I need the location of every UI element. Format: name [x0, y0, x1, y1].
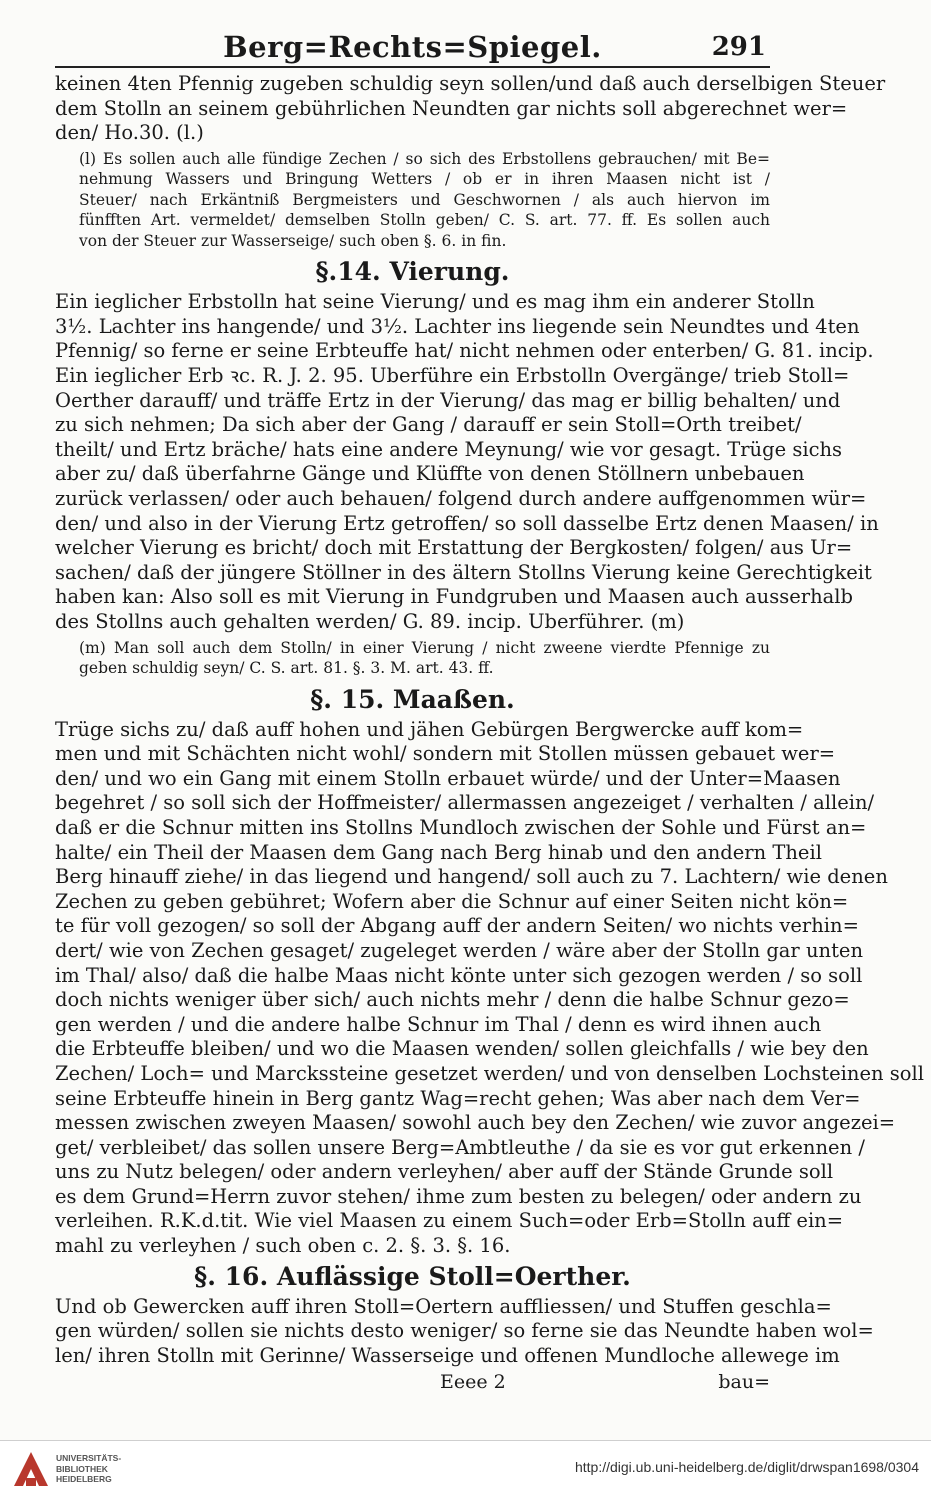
text-line: Zechen/ Loch= und Marckssteine gesetzet werden/ und von denselben Lochsteinen soll	[55, 1061, 924, 1085]
text-line: len/ ihren Stolln mit Gerinne/ Wasserseige und offenen Mundloche allewege im	[55, 1343, 840, 1367]
text-line: Pfennig/ so ferne er seine Erbteuffe hat/ nicht nehmen oder enterben/ G. 81. incip.	[55, 339, 874, 363]
text-line: daß er die Schnur mitten ins Stollns Mundloch zwischen der Sohle und Fürst an=	[55, 815, 867, 839]
text-line: Steuer/ nach Erkäntniß Bergmeisters und Geschwornen / als auch hiervon im	[79, 190, 770, 209]
catchline	[55, 1370, 770, 1394]
text-line: halte/ ein Theil der Maasen dem Gang nach Berg hinab und den andern Theil	[55, 840, 822, 864]
text-line: te für voll gezogen/ so soll der Abgang auff der andern Seiten/ wo nichts verhin=	[55, 914, 859, 938]
text-line: welcher Vierung es bricht/ doch mit Erstattung der Bergkosten/ folgen/ aus Ur=	[55, 536, 853, 560]
text-line: doch nichts weniger über sich/ auch nichts mehr / denn die halbe Schnur gezo=	[55, 988, 850, 1012]
page-number: 291	[711, 32, 766, 62]
text-line: aber zu/ daß überfahrne Gänge und Klüffte von denen Stöllnern unbebauen	[55, 462, 805, 486]
text-line: Trüge sichs zu/ daß auff hohen und jähen Gebürgen Bergwercke auff kom=	[55, 717, 804, 741]
catchword: bau=	[718, 1371, 770, 1394]
library-logo-icon	[14, 1452, 48, 1486]
text-line: dem Stolln an seinem gebührlichen Neundten gar nichts soll abgerechnet wer=	[55, 96, 848, 120]
signature-mark: Eeee 2	[440, 1371, 506, 1394]
logo-line: BIBLIOTHEK	[56, 1463, 108, 1474]
running-title: Berg=Rechts=Spiegel.	[223, 30, 602, 64]
text-line: Berg hinauff ziehe/ in das liegend und hangend/ soll auch zu 7. Lachtern/ wie denen	[55, 865, 888, 889]
text-line: die Erbteuffe bleiben/ und wo die Maasen wenden/ sollen gleichfalls / wie bey den	[55, 1037, 869, 1061]
text-line: keinen 4ten Pfennig zugeben schuldig seyn sollen/und daß auch derselbigen Steuer	[55, 72, 886, 95]
text-line: mahl zu verleyhen / such oben c. 2. §. 3. §. 16.	[55, 1234, 511, 1258]
text-line: haben kan: Also soll es mit Vierung in Fundgruben und Maasen auch ausserhalb	[55, 585, 853, 609]
text-line: zurück verlassen/ oder auch behauen/ folgend durch andere auffgenommen wür=	[55, 487, 867, 511]
header-rule	[55, 66, 770, 68]
page-body	[55, 72, 924, 1394]
text-line: den/ Ho.30. (l.)	[55, 121, 204, 145]
text-line: uns zu Nutz belegen/ oder andern verleyhen/ aber auff der Stände Grunde soll	[55, 1160, 834, 1184]
text-line: begehret / so soll sich der Hoffmeister/ allermassen angezeiget / verhalten / allein/	[55, 791, 875, 815]
text-line: nehmung Wassers und Bringung Wetters / ob er in ihren Maasen nicht ist /	[79, 170, 770, 189]
paragraph	[55, 1294, 874, 1369]
footnote	[55, 149, 770, 252]
text-line: es dem Grund=Herrn zuvor stehen/ ihme zum besten zu belegen/ oder andern zu	[55, 1184, 862, 1208]
text-line: Zechen zu geben gebühret; Wofern aber die Schnur auf einer Seiten nicht kön=	[55, 889, 849, 913]
logo-line: UNIVERSITÄTS-	[56, 1453, 122, 1463]
text-line: men und mit Schächten nicht wohl/ sondern mit Stollen müssen gebauet wer=	[55, 742, 836, 766]
section-heading: §. 16. Auflässige Stoll=Oerther.	[194, 1261, 631, 1291]
text-line: fünfften Art. vermeldet/ demselben Stolln geben/ C. S. art. 77. ff. Es sollen auch	[79, 211, 770, 230]
text-line: seine Erbteuffe hinein in Berg gantz Wag=recht gehen; Was aber nach dem Ver=	[55, 1086, 861, 1110]
section-heading: §. 15. Maaßen.	[310, 684, 515, 714]
text-line: gen würden/ sollen sie nichts desto weniger/ so ferne sie das Neundte haben wol=	[55, 1319, 874, 1343]
text-line: gen werden / und die andere halbe Schnur im Thal / denn es wird ihnen auch	[55, 1012, 822, 1036]
viewer-footer	[0, 1440, 931, 1495]
text-line: messen zwischen zweyen Maasen/ sowohl auch bey den Zechen/ wie zuvor angezei=	[55, 1111, 896, 1135]
text-line: dert/ wie von Zechen gesaget/ zugeleget werden / wäre aber der Stolln gar unten	[55, 938, 864, 962]
text-line: (m) Man soll auch dem Stolln/ in einer Vierung / nicht zweene vierdte Pfennige zu	[79, 638, 770, 657]
paragraph	[55, 717, 924, 1259]
logo-line: HEIDELBERG	[56, 1474, 112, 1484]
library-logo-text	[56, 1453, 121, 1485]
library-logo[interactable]	[14, 1450, 134, 1488]
text-line: sachen/ daß der jüngere Stöllner in des ältern Stollns Vierung keine Gerechtigkeit	[55, 560, 872, 584]
text-line: Und ob Gewercken auff ihren Stoll=Oertern auffliessen/ und Stuffen geschla=	[55, 1294, 832, 1318]
paragraph	[55, 290, 879, 634]
page-url[interactable]: http://digi.ub.uni-heidelberg.de/diglit/drwspan1698/0304	[574, 1459, 919, 1475]
text-line: (l) Es sollen auch alle fündige Zechen / so sich des Erbstollens gebrauchen/ mit Be=	[79, 149, 770, 168]
text-line: Ein ieglicher Erbstolln hat seine Vierung/ und es mag ihm ein anderer Stolln	[55, 290, 815, 314]
text-line: des Stollns auch gehalten werden/ G. 89. incip. Uberführer. (m)	[55, 610, 685, 633]
text-line: im Thal/ also/ daß die halbe Maas nicht könte unter sich gezogen werden / so soll	[55, 963, 863, 987]
text-line: von der Steuer zur Wasserseige/ such oben §. 6. in fin.	[79, 231, 507, 250]
text-line: geben schuldig seyn/ C. S. art. 81. §. 3. M. art. 43. ff.	[79, 659, 494, 678]
page-header	[55, 28, 770, 68]
text-line: zu sich nehmen; Da sich aber der Gang / darauff er sein Stoll=Orth treibet/	[55, 413, 802, 437]
section-heading: §.14. Vierung.	[315, 257, 510, 287]
footnote	[55, 638, 770, 679]
text-line: den/ und also in der Vierung Ertz getroffen/ so soll dasselbe Ertz denen Maasen/ in	[55, 511, 879, 535]
text-line: theilt/ und Ertz bräche/ hats eine andere Meynung/ wie vor gesagt. Trüge sichs	[55, 437, 843, 461]
text-line: Ein ieglicher Erb ꝛc. R. J. 2. 95. Uberführe ein Erbstolln Overgänge/ trieb Stoll=	[55, 364, 850, 388]
paragraph	[55, 72, 886, 146]
text-line: 3½. Lachter ins hangende/ und 3½. Lachter ins liegende sein Neundtes und 4ten	[55, 314, 860, 338]
text-line: Oerther darauff/ und träffe Ertz in der Vierung/ das mag er billig behalten/ und	[55, 388, 841, 412]
text-line: verleihen. R.K.d.tit. Wie viel Maasen zu einem Such=oder Erb=Stolln auff ein=	[55, 1209, 844, 1233]
text-line: get/ verbleibet/ das sollen unsere Berg=Ambtleuthe / da sie es vor gut erkennen /	[55, 1135, 865, 1159]
text-line: den/ und wo ein Gang mit einem Stolln erbauet würde/ und der Unter=Maasen	[55, 766, 841, 790]
